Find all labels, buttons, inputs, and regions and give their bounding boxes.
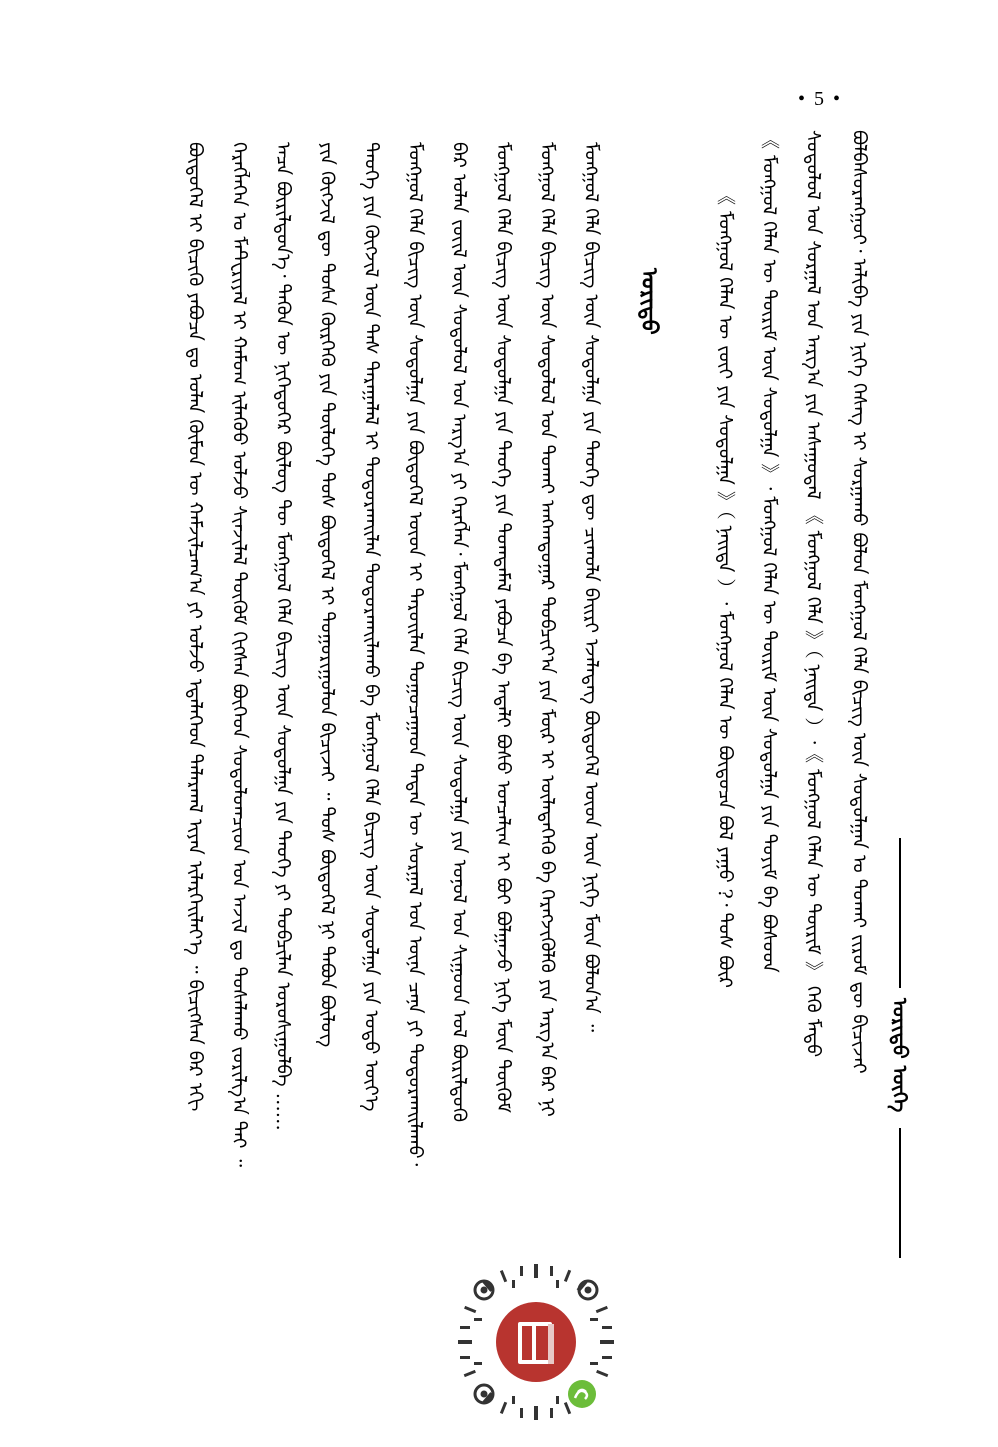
text-column-2: ᠰᠤᠳᠤᠯᠤᠯ ᠤᠨ ᠰᠤᠷᠭᠠᠯ ᠤᠨ ᠠᠷᠭ᠎ᠠ ᠶᠢᠨ ᠠᠰᠠᠭᠤᠳᠠᠯ 《 ᠮᠣᠩᠭᠣᠯ ᠬᠡᠯᠡ 》（ ᠨᠡᠢᠲᠡ ）᠂《 ᠮᠣᠩᠭᠣᠯ ᠬᠡᠯᠡᠨ ᠦ ᠳᠦᠷᠢᠮ 》 ᠭᠡᠬᠦ ᠮᠡᠲᠦ: [802, 130, 824, 1058]
header-rule-bottom: [899, 1128, 901, 1258]
qr-seal-graphic: [456, 1262, 616, 1422]
text-column-10: ᠲᠡᠦᠬᠡ ᠶᠢᠨ ᠬᠦᠭᠵᠢᠯ ᠦᠨ ᠳᠡᠰ ᠳᠠᠷᠠᠭᠠᠯᠠᠯ ᠢ ᠲᠣᠳᠤᠷᠬᠠᠢᠯᠠᠨ ᠲᠣᠳᠣᠷᠬᠠᠢᠯᠠᠬᠤ ᠪᠠ ᠮᠣᠩᠭᠣᠯ ᠬᠡᠯᠡ ᠪᠢᠴᠢᠭ ᠦᠨ ᠰᠤᠳᠤᠯᠭᠠ ᠶᠢᠨ ᠣᠳᠣ ᠦᠶ᠎ᠡ: [360, 142, 382, 1112]
text-column-4: 《 ᠮᠣᠩᠭᠣᠯ ᠬᠡᠯᠡᠨ ᠦ ᠵᠦᠢ ᠶᠢᠨ ᠰᠤᠳᠤᠯᠭᠠ 》（ ᠨᠡᠢᠲᠡ ）᠂ ᠮᠣᠩᠭᠣᠯ ᠬᠡᠯᠡᠨ ᠦ ᠪᠦᠲᠦᠴᠡ ᠪᠣᠯ ᠶᠠᠭᠤ ?᠂ ᠲᠤᠰ ᠪᠦᠷ: [714, 186, 736, 989]
qr-seal-icon: [456, 1262, 616, 1422]
text-column-11: ᠶᠢᠨ ᠬᠦᠭᠵᠢᠯ ᠳᠦ ᠲᠤᠰᠠ ᠬᠦᠷᠭᠡᠬᠦ ᠶᠢᠨ ᠲᠥᠯᠥᠭᠡ ᠲᠤᠰ ᠪᠦᠲᠦᠭᠡᠯ ᠢ ᠲᠣᠭᠤᠷᠢᠭᠤᠯᠤᠨ ᠪᠢᠴᠢᠵᠡᠢ ᠃ ᠲᠤᠰ ᠪᠦᠲᠦᠭᠡᠯ ᠨᠢ ᠲᠠᠪᠤᠨ ᠪᠦᠯᠦᠭ: [316, 142, 338, 1048]
book-icon: [518, 1322, 554, 1364]
text-column-6: ᠮᠣᠩᠭᠣᠯ ᠬᠡᠯᠡ ᠪᠢᠴᠢᠭ ᠦᠨ ᠰᠤᠳᠤᠯᠤᠯ ᠤᠨ ᠲᠤᠬᠠᠢ ᠠᠩᠬᠠᠳᠤᠭᠠᠷ ᠲᠣᠪᠴᠢᠶ᠎ᠠ ᠶᠢᠨ ᠮᠥᠷ ᠢ ᠦᠯᠡᠳᠡᠭᠡᠬᠦ ᠪᠠ ᠬᠡᠷᠡᠭᠵᠢᠭᠦᠯᠬᠦ ᠶᠢᠨ ᠠᠷᠭ᠎ᠠ ᠪᠡᠷ ᠨᠢ: [536, 142, 558, 1117]
running-header-title: ᠤᠷᠢᠳᠤ ᠦᠭᠡ: [888, 998, 912, 1113]
text-column-13: ᠬᠡᠷᠡᠭᠯᠡᠭᠡᠨ ᠤ ᠮᠠᠲ᠋ᠧᠷᠢᠶᠠᠯ ᠢ ᠬᠠᠮᠤᠭ ᠢᠯᠡᠭᠦᠦ ᠣᠯᠵᠤ ᠰᠢᠨᠵᠢᠯᠡᠯ ᠳᠦᠭᠦᠮ ᠬᠢᠭᠰᠡᠨ ᠪᠥᠭᠡᠳ ᠰᠤᠳᠤᠯᠤᠭᠴᠢᠳ ᠤᠨ ᠠᠵᠢᠯ ᠳᠤ ᠲᠤᠰᠠᠯᠠᠬᠤ ᠵᠣᠷᠢᠯᠭ᠎ᠠ ᠲᠠᠢ ᠃: [228, 142, 250, 1167]
text-column-14: ᠪᠦᠲᠦᠭᠡᠯ ᠢ ᠪᠢᠴᠢᠬᠦ ᠶᠠᠪᠤᠴᠠ ᠳᠤ ᠣᠯᠠᠨ ᠬᠦᠮᠦᠨ ᠦ ᠬᠠᠮᠵᠢᠯᠴᠠᠭ᠎ᠠ ᠶᠢ ᠣᠯᠵᠤ ᠡᠳᠡᠯᠡᠭᠡᠳ ᠲᠠᠯᠠᠷᠬᠠᠯ ᠢᠶᠠᠨ ᠢᠯᠡᠷᠬᠡᠢᠯᠡᠶ᠎ᠡ ᠃ ᠪᠢᠴᠢᠭᠰᠡᠨ ᠪᠡᠷ ᠡᠬᠢ: [184, 142, 206, 1112]
section-heading: ᠤᠷᠢᠳᠤ: [636, 268, 662, 335]
header-rule-top: [899, 838, 901, 988]
text-column-15: [140, 142, 162, 1242]
page-number: • 5 •: [797, 88, 842, 110]
text-column-5: ᠮᠣᠩᠭᠣᠯ ᠬᠡᠯᠡ ᠪᠢᠴᠢᠭ ᠦᠨ ᠰᠤᠳᠤᠯᠭᠠ ᠶᠢᠨ ᠲᠡᠦᠬᠡ ᠳᠦ ᠴᠢᠬᠤᠯᠠ ᠪᠠᠢᠷᠢ ᠡᠵᠡᠯᠡᠳᠡᠭ ᠪᠦᠲᠦᠭᠡᠯ ᠦᠳ ᠦᠨ ᠨᠢᠭᠡ ᠮᠥᠨ ᠪᠣᠯᠤᠨ᠎ᠠ ᠃: [580, 142, 602, 1033]
text-column-12: ᠠᠴᠠ ᠪᠦᠷᠢᠯᠳᠦᠨ᠎ᠡ᠂ ᠲᠡᠭᠦᠨ ᠦ ᠨᠢᠭᠡᠳᠦᠭᠡᠷ ᠪᠦᠯᠦᠭ ᠲᠦ ᠮᠣᠩᠭᠣᠯ ᠬᠡᠯᠡ ᠪᠢᠴᠢᠭ ᠦᠨ ᠰᠤᠳᠤᠯᠭᠠ ᠶᠢᠨ ᠲᠡᠦᠬᠡ ᠶᠢ ᠲᠣᠪᠴᠢᠯᠠᠨ ᠣᠷᠣᠰᠢᠭᠤᠯᠪᠠ ……: [272, 142, 294, 1131]
text-column-9: ᠮᠣᠩᠭᠣᠯ ᠬᠡᠯᠡ ᠪᠢᠴᠢᠭ ᠦᠨ ᠰᠤᠳᠤᠯᠭᠠ ᠶᠢᠨ ᠪᠦᠲᠦᠭᠡᠯ ᠦᠳ ᠢ ᠳᠠᠷᠤᠢᠯᠠᠨ ᠲᠣᠭᠤᠴᠠᠭᠠᠳ ᠲᠡᠳᠡᠨ ᠦ ᠰᠤᠷᠭᠠᠯ ᠤᠨ ᠦᠨᠡ ᠴᠡᠨᠡ ᠶᠢ ᠲᠣᠳᠤᠷᠬᠠᠢᠯᠠᠬᠤ᠂: [404, 142, 426, 1167]
text-column-8: ᠪᠠᠷ ᠣᠯᠠᠨ ᠵᠦᠢᠯ ᠦᠨ ᠰᠤᠳᠤᠯᠤᠯ ᠤᠨ ᠠᠷᠭ᠎ᠠ ᠶᠢ ᠬᠡᠷᠡᠭᠯᠡᠨ᠂ ᠮᠣᠩᠭᠣᠯ ᠬᠡᠯᠡ ᠪᠢᠴᠢᠭ ᠦᠨ ᠰᠤᠳᠤᠯᠭᠠ ᠶᠢᠨ ᠣᠨᠣᠯ ᠤᠨ ᠰᠢᠭᠤᠳ ᠤᠯ ᠪᠦᠷᠢᠯᠳᠦᠬᠦ: [448, 142, 470, 1123]
text-column-1: ᠪᠣᠯᠪᠠᠰᠤᠷᠠᠩᠭᠤᠢ᠂ ᠠᠯᠢᠪᠠ ᠶᠢᠨ ᠨᠢᠭᠡ ᠬᠡᠰᠡᠭ ᠢ ᠰᠤᠷᠭᠠᠬᠤ ᠪᠣᠯᠤᠨ ᠮᠣᠩᠭᠣᠯ ᠬᠡᠯᠡ ᠪᠢᠴᠢᠭ ᠦᠨ ᠰᠤᠳᠤᠯᠭᠠᠨ ᠤ ᠲᠤᠬᠠᠢ ᠵᠢᠷᠤᠮ ᠳᠦ ᠪᠢᠴᠢᠵᠡᠢ: [848, 130, 870, 1074]
running-header: [888, 838, 912, 1258]
green-link-badge: [568, 1380, 596, 1408]
text-column-3: 《 ᠮᠣᠩᠭᠣᠯ ᠬᠡᠯᠡᠨ ᠦ ᠳᠦᠷᠢᠮ ᠦᠨ ᠰᠤᠳᠤᠯᠭᠠ 》᠂ ᠮᠣᠩᠭᠣᠯ ᠬᠡᠯᠡᠨ ᠦ ᠳᠦᠷᠢᠮ ᠦᠨ ᠰᠤᠳᠤᠯᠭᠠ ᠶᠢᠨ ᠲᠣᠶᠢᠮ ᠪᠠ ᠪᠤᠰᠤᠳ: [758, 130, 780, 973]
text-column-7: ᠮᠣᠩᠭᠣᠯ ᠬᠡᠯᠡ ᠪᠢᠴᠢᠭ ᠦᠨ ᠰᠤᠳᠤᠯᠭᠠ ᠶᠢᠨ ᠲᠡᠦᠬᠡ ᠶᠢᠨ ᠲᠣᠭᠳᠠᠮᠠᠯ ᠶᠠᠪᠤᠴᠠ ᠪᠠ ᠠᠳᠠᠯᠢ ᠪᠤᠰᠤ ᠣᠨᠴᠠᠯᠢᠭ ᠢ ᠪᠤᠢ ᠪᠣᠯᠭᠠᠵᠤ ᠨᠢᠭᠡ ᠮᠥᠨ ᠳᠦᠭᠦᠮ: [492, 142, 514, 1113]
